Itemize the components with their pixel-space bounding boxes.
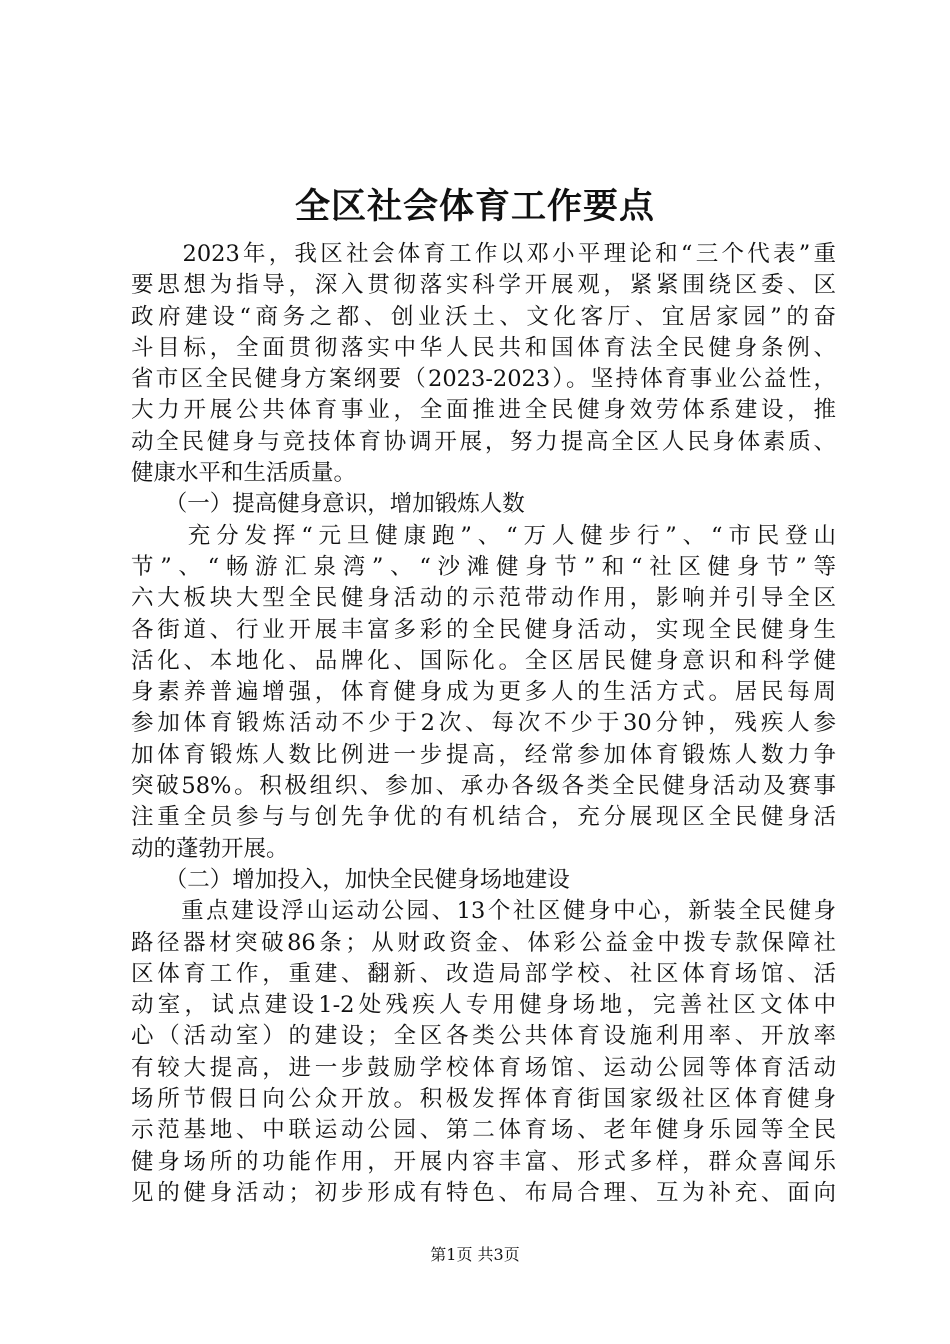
text-line: 健康水平和生活质量。 bbox=[131, 460, 357, 487]
text-line: 重点建设浮山运动公园、13个社区健身中心，新装全民健身 bbox=[131, 898, 836, 925]
text-line: 六大板块大型全民健身活动的示范带动作用，影响并引导全区 bbox=[131, 585, 836, 612]
page-footer: 第1页 共3页 bbox=[430, 1245, 520, 1264]
text-line: 示范基地、中联运动公园、第二体育场、老年健身乐园等全民 bbox=[131, 1117, 836, 1144]
text-line: 参加体育锻炼活动不少于2次、每次不少于30分钟，残疾人参 bbox=[131, 710, 836, 737]
text-line: 健身场所的功能作用，开展内容丰富、形式多样，群众喜闻乐 bbox=[131, 1148, 836, 1175]
page-title: 全区社会体育工作要点 bbox=[294, 186, 655, 227]
text-line: 2023年，我区社会体育工作以邓小平理论和“三个代表”重 bbox=[131, 241, 836, 267]
body-text bbox=[131, 239, 836, 1209]
text-line: 路径器材突破86条；从财政资金、体彩公益金中拨专款保障社 bbox=[131, 929, 836, 956]
text-line: 大力开展公共体育事业，全面推进全民健身效劳体系建设，推 bbox=[131, 397, 836, 424]
text-line: 身素养普遍增强，体育健身成为更多人的生活方式。居民每周 bbox=[131, 679, 836, 706]
text-line: 动全民健身与竞技体育协调开展，努力提高全区人民身体素质、 bbox=[131, 428, 836, 455]
text-line: 场所节假日向公众开放。积极发挥体育街国家级社区体育健身 bbox=[131, 1086, 836, 1113]
text-line: 省市区全民健身方案纲要（2023-2023）。坚持体育事业公益性， bbox=[131, 366, 836, 393]
text-line: 要思想为指导，深入贯彻落实科学开展观，紧紧围绕区委、区 bbox=[131, 272, 836, 299]
text-line: 突破58%。积极组织、参加、承办各级各类全民健身活动及赛事 bbox=[131, 773, 836, 800]
text-line: 心（活动室）的建设；全区各类公共体育设施利用率、开放率 bbox=[131, 1023, 836, 1050]
text-line: 动的蓬勃开展。 bbox=[131, 835, 289, 862]
text-line: 节”、“畅游汇泉湾”、“沙滩健身节”和“社区健身节”等 bbox=[131, 553, 836, 580]
text-line: 注重全员参与与创先争优的有机结合，充分展现区全民健身活 bbox=[131, 804, 836, 831]
text-line: 加体育锻炼人数比例进一步提高，经常参加体育锻炼人数力争 bbox=[131, 741, 836, 768]
text-line: 活化、本地化、品牌化、国际化。全区居民健身意识和科学健 bbox=[131, 647, 836, 674]
text-line: 动室，试点建设1-2处残疾人专用健身场地，完善社区文体中 bbox=[131, 992, 836, 1019]
text-line: 区体育工作，重建、翻新、改造局部学校、社区体育场馆、活 bbox=[131, 960, 836, 987]
text-line: 斗目标，全面贯彻落实中华人民共和国体育法全民健身条例、 bbox=[131, 334, 836, 361]
text-line: 有较大提高，进一步鼓励学校体育场馆、运动公园等体育活动 bbox=[131, 1054, 836, 1081]
section-heading: （二）增加投入，加快全民健身场地建设 bbox=[131, 866, 570, 893]
text-line: 各街道、行业开展丰富多彩的全民健身活动，实现全民健身生 bbox=[131, 616, 836, 643]
text-line: 政府建设“商务之都、创业沃土、文化客厅、宜居家园”的奋 bbox=[131, 303, 836, 330]
text-line: 见的健身活动；初步形成有特色、布局合理、互为补充、面向 bbox=[131, 1179, 836, 1206]
section-heading: （一）提高健身意识，增加锻炼人数 bbox=[131, 491, 525, 518]
text-line: 充分发挥“元旦健康跑”、“万人健步行”、“市民登山 bbox=[131, 522, 836, 549]
